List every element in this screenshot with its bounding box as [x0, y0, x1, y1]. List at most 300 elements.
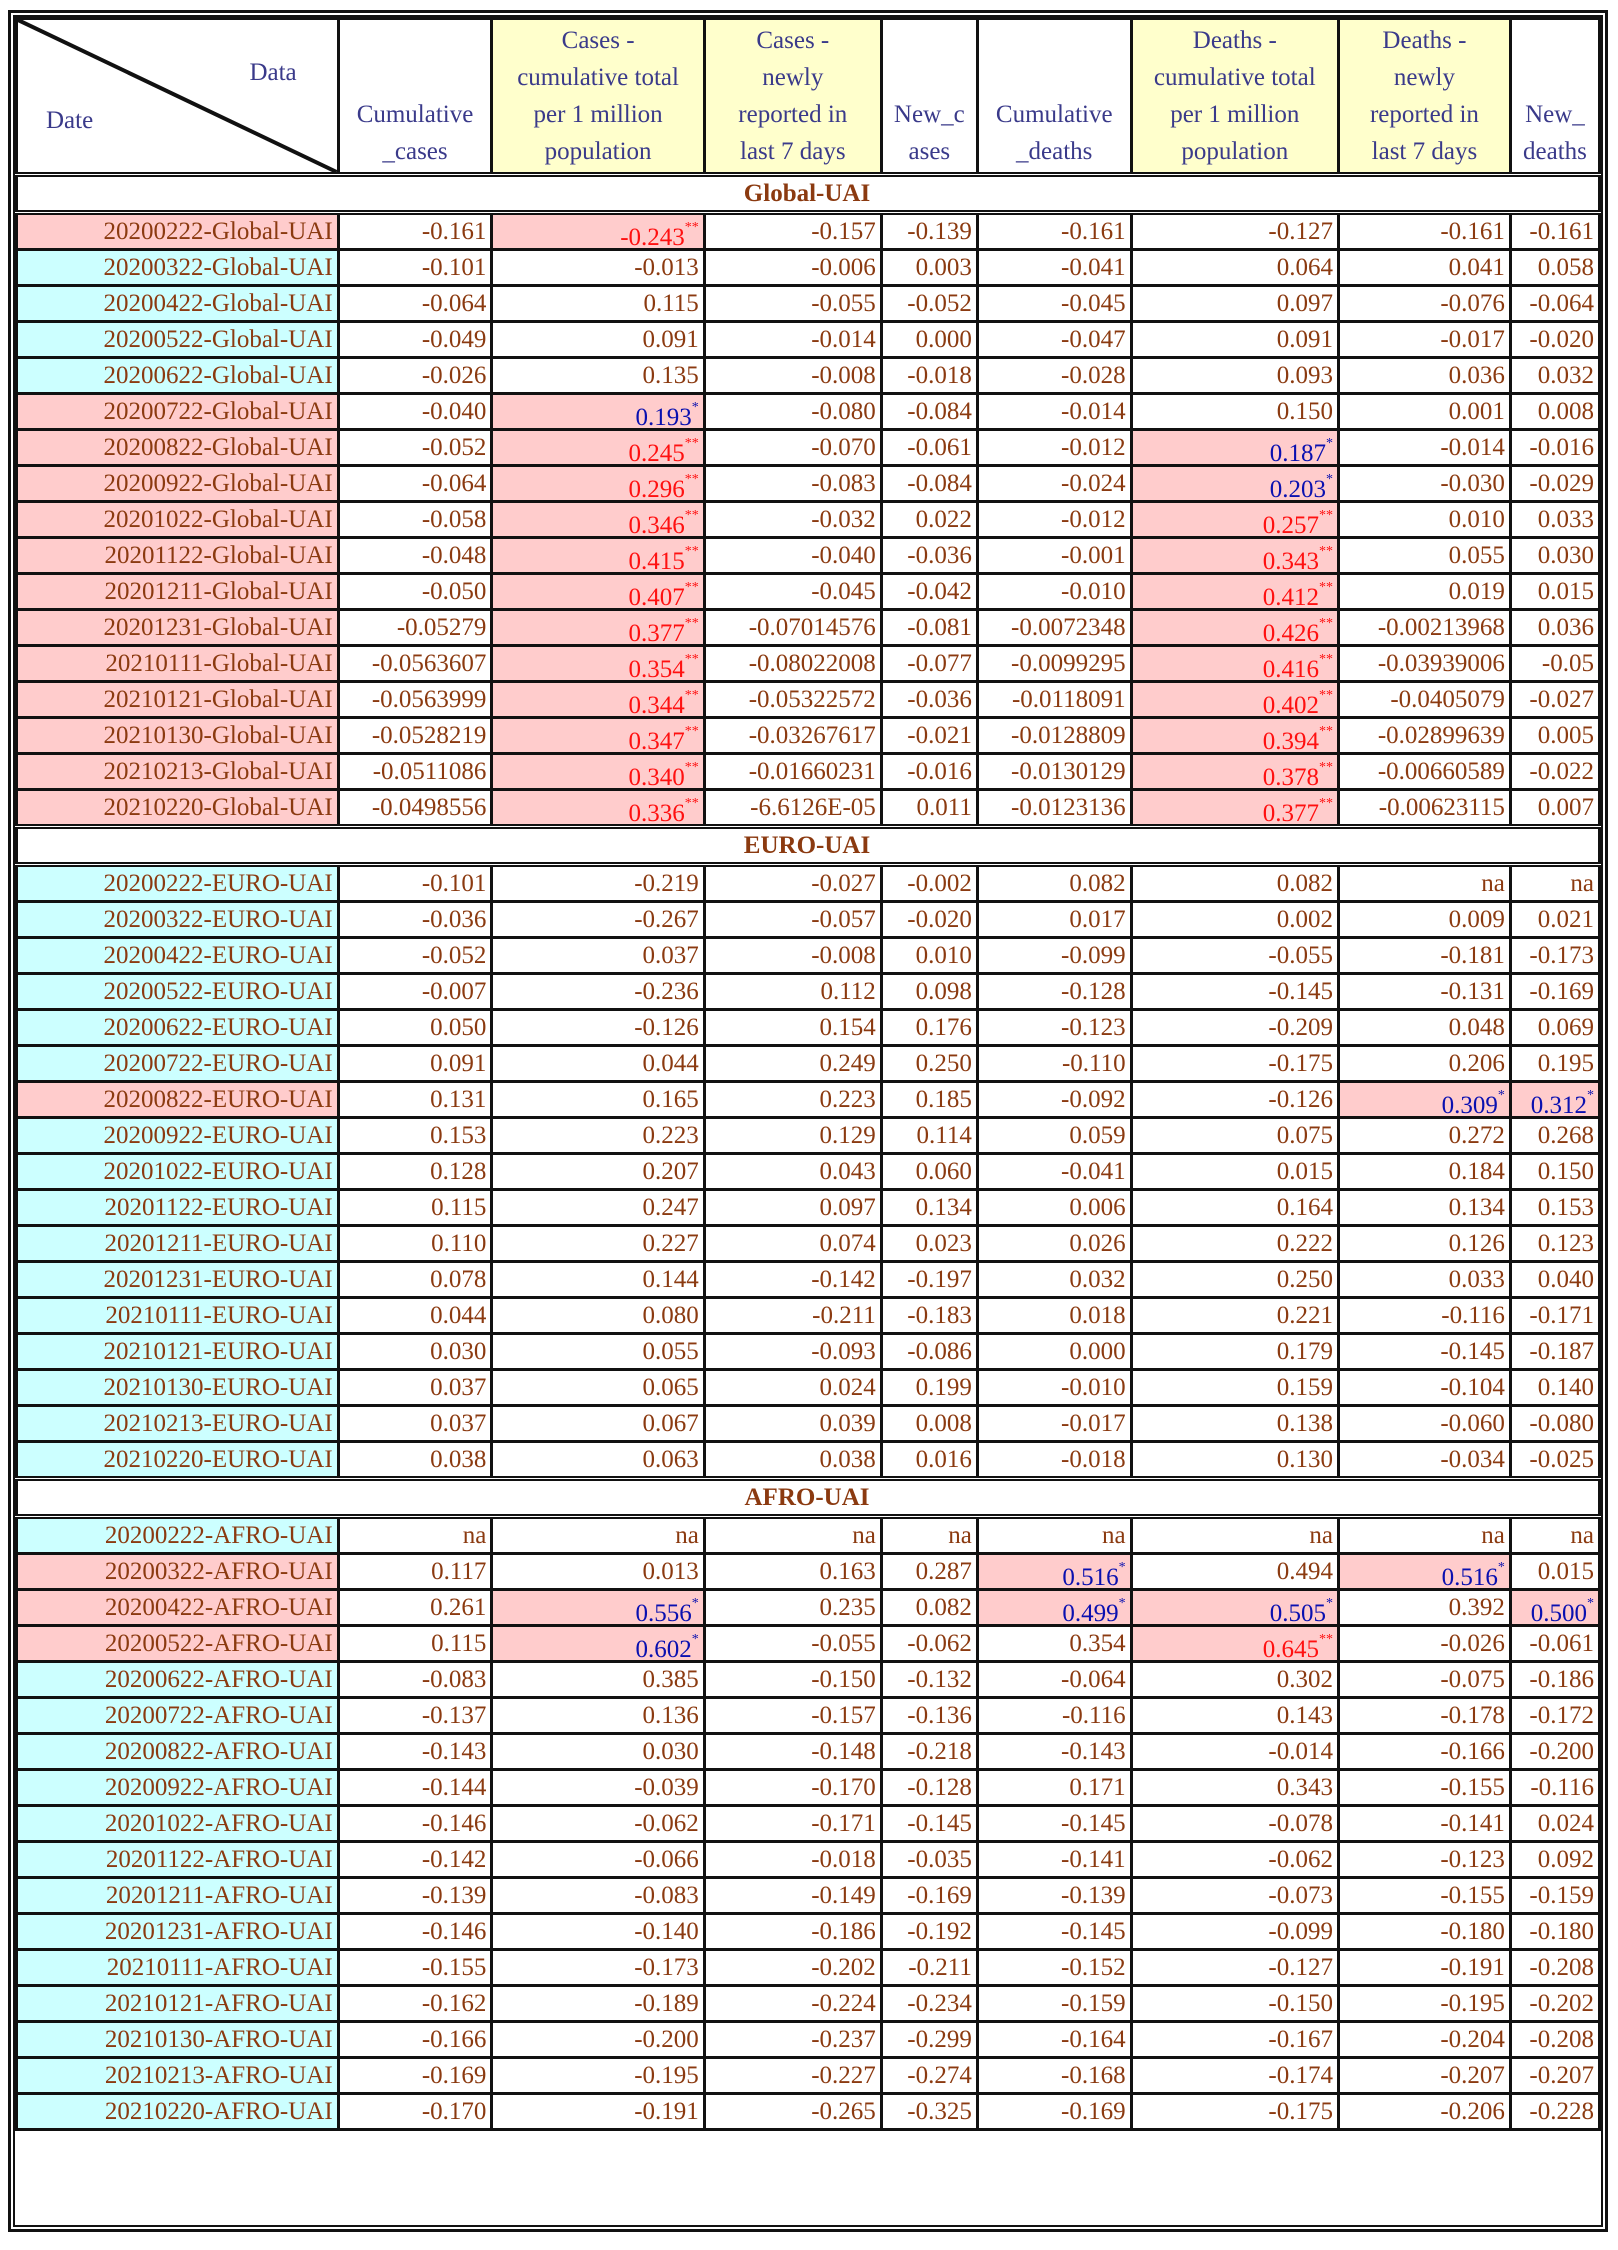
value-cell: 0.030 [1510, 538, 1599, 574]
significance-marker: ** [1318, 724, 1333, 739]
value-cell: -0.141 [977, 1842, 1131, 1878]
value-cell: -0.200 [1510, 1734, 1599, 1770]
value-cell: -0.126 [492, 1010, 704, 1046]
value-cell: -0.099 [977, 938, 1131, 974]
value-cell: -0.076 [1338, 286, 1510, 322]
table-row [17, 938, 1600, 974]
value-cell: -0.022 [1510, 754, 1599, 790]
value-cell: -0.166 [1338, 1734, 1510, 1770]
cell-value: 0.343 [1262, 548, 1319, 574]
value-cell: -0.020 [1510, 322, 1599, 358]
value-cell: -0.181 [1338, 938, 1510, 974]
significance-marker: * [691, 400, 699, 415]
value-cell: -0.142 [704, 1262, 881, 1298]
value-cell: 0.067 [492, 1406, 704, 1442]
significance-marker: ** [684, 724, 699, 739]
value-cell: -0.036 [881, 538, 977, 574]
value-cell: -0.016 [1510, 430, 1599, 466]
cell-value: 0.245 [628, 440, 685, 466]
significance-marker: ** [684, 220, 699, 235]
row-label: 20200522-EURO-UAI [17, 974, 339, 1010]
significant-value-cell [1131, 718, 1338, 754]
value-cell: -0.202 [1510, 1986, 1599, 2022]
value-cell: 0.199 [881, 1370, 977, 1406]
value-cell: 0.006 [977, 1190, 1131, 1226]
value-cell: 0.038 [338, 1442, 492, 1479]
value-cell: -0.077 [881, 646, 977, 682]
value-cell: 0.247 [492, 1190, 704, 1226]
value-cell: -0.116 [977, 1698, 1131, 1734]
significant-value-cell [492, 718, 704, 754]
cell-value: 0.412 [1262, 584, 1319, 610]
table-frame [8, 10, 1608, 2232]
table-row [17, 902, 1600, 938]
value-cell: 0.030 [492, 1734, 704, 1770]
significant-value-cell [1131, 466, 1338, 502]
value-cell: -0.299 [881, 2022, 977, 2058]
value-cell: -0.195 [1338, 1986, 1510, 2022]
value-cell: 0.117 [338, 1554, 492, 1590]
significant-value-cell [492, 213, 704, 250]
value-cell: -0.162 [338, 1986, 492, 2022]
value-cell: 0.110 [338, 1226, 492, 1262]
cell-value: 0.402 [1262, 692, 1319, 718]
value-cell: -0.008 [704, 358, 881, 394]
value-cell: 0.144 [492, 1262, 704, 1298]
table-row [17, 1082, 1600, 1118]
cell-value: 0.516 [1441, 1564, 1498, 1590]
significance-marker: ** [684, 688, 699, 703]
significance-marker: * [691, 1632, 699, 1647]
value-cell: -0.236 [492, 974, 704, 1010]
value-cell: 0.050 [338, 1010, 492, 1046]
significance-marker: * [1118, 1596, 1126, 1611]
table-row [17, 2058, 1600, 2094]
value-cell: -0.086 [881, 1334, 977, 1370]
table-row [17, 1770, 1600, 1806]
value-cell: -0.170 [704, 1770, 881, 1806]
significant-value-cell [492, 754, 704, 790]
value-cell: 0.015 [1131, 1154, 1338, 1190]
value-cell: 0.059 [977, 1118, 1131, 1154]
table-row [17, 1010, 1600, 1046]
value-cell: -0.206 [1338, 2094, 1510, 2130]
value-cell: -0.143 [338, 1734, 492, 1770]
column-header-deaths-per-million: Deaths - cumulative total per 1 million population [1131, 19, 1338, 175]
table-row [17, 1554, 1600, 1590]
value-cell: -0.139 [338, 1878, 492, 1914]
section-title: Global-UAI [17, 175, 1600, 213]
value-cell: -0.139 [881, 213, 977, 250]
value-cell: 0.184 [1338, 1154, 1510, 1190]
value-cell: -0.047 [977, 322, 1131, 358]
value-cell: -0.093 [704, 1334, 881, 1370]
value-cell: 0.063 [492, 1442, 704, 1479]
value-cell: -0.064 [977, 1662, 1131, 1698]
value-cell: -0.010 [977, 1370, 1131, 1406]
value-cell: -0.083 [492, 1878, 704, 1914]
significant-value-cell [1510, 1082, 1599, 1118]
value-cell: -0.062 [881, 1626, 977, 1662]
value-cell: -0.168 [977, 2058, 1131, 2094]
value-cell: na [1131, 1517, 1338, 1554]
value-cell: -0.143 [977, 1734, 1131, 1770]
value-cell: -0.131 [1338, 974, 1510, 1010]
value-cell: -0.012 [977, 430, 1131, 466]
value-cell: -0.161 [1338, 213, 1510, 250]
row-label: 20200422-Global-UAI [17, 286, 339, 322]
row-label: 20200722-Global-UAI [17, 394, 339, 430]
significance-marker: ** [684, 544, 699, 559]
value-cell: -0.145 [881, 1806, 977, 1842]
row-label: 20200722-AFRO-UAI [17, 1698, 339, 1734]
value-cell: -0.014 [1131, 1734, 1338, 1770]
value-cell: 0.058 [1510, 250, 1599, 286]
value-cell: 0.249 [704, 1046, 881, 1082]
row-label: 20201022-AFRO-UAI [17, 1806, 339, 1842]
table-row [17, 1517, 1600, 1554]
section-header-row [17, 827, 1600, 865]
value-cell: -0.052 [338, 938, 492, 974]
value-cell: -0.237 [704, 2022, 881, 2058]
significant-value-cell [492, 1590, 704, 1626]
value-cell: 0.143 [1131, 1698, 1338, 1734]
table-row [17, 2022, 1600, 2058]
value-cell: -0.064 [1510, 286, 1599, 322]
value-cell: -0.116 [1338, 1298, 1510, 1334]
value-cell: 0.013 [492, 1554, 704, 1590]
value-cell: 0.033 [1510, 502, 1599, 538]
table-row [17, 610, 1600, 646]
value-cell: 0.074 [704, 1226, 881, 1262]
value-cell: -0.050 [338, 574, 492, 610]
value-cell: -0.00660589 [1338, 754, 1510, 790]
value-cell: 0.150 [1510, 1154, 1599, 1190]
significant-value-cell [492, 394, 704, 430]
significance-marker: ** [1318, 1632, 1333, 1647]
value-cell: 0.097 [704, 1190, 881, 1226]
value-cell: 0.055 [492, 1334, 704, 1370]
cell-value: 0.354 [628, 656, 685, 682]
value-cell: 0.033 [1338, 1262, 1510, 1298]
value-cell: 0.023 [881, 1226, 977, 1262]
value-cell: -0.07014576 [704, 610, 881, 646]
value-cell: 0.024 [1510, 1806, 1599, 1842]
value-cell: -0.224 [704, 1986, 881, 2022]
corner-data-label: Data [249, 59, 297, 86]
value-cell: -0.080 [1510, 1406, 1599, 1442]
value-cell: -0.116 [1510, 1770, 1599, 1806]
value-cell: -0.192 [881, 1914, 977, 1950]
value-cell: -0.132 [881, 1662, 977, 1698]
value-cell: -0.0130129 [977, 754, 1131, 790]
table-row [17, 1190, 1600, 1226]
value-cell: -6.6126E-05 [704, 790, 881, 827]
value-cell: 0.091 [492, 322, 704, 358]
value-cell: -0.018 [977, 1442, 1131, 1479]
significance-marker: * [1325, 436, 1333, 451]
value-cell: 0.055 [1338, 538, 1510, 574]
value-cell: -0.197 [881, 1262, 977, 1298]
value-cell: -0.0511086 [338, 754, 492, 790]
value-cell: -0.030 [1338, 466, 1510, 502]
cell-value: 0.312 [1530, 1092, 1587, 1118]
table-row [17, 1154, 1600, 1190]
value-cell: -0.05279 [338, 610, 492, 646]
table-row [17, 1698, 1600, 1734]
value-cell: 0.130 [1131, 1442, 1338, 1479]
table-row [17, 1406, 1600, 1442]
value-cell: 0.060 [881, 1154, 977, 1190]
value-cell: 0.007 [1510, 790, 1599, 827]
value-cell: -0.010 [977, 574, 1131, 610]
row-label: 20210121-AFRO-UAI [17, 1986, 339, 2022]
value-cell: 0.043 [704, 1154, 881, 1190]
cell-value: 0.203 [1269, 476, 1326, 502]
value-cell: -0.101 [338, 250, 492, 286]
column-header-cases-last-7-days: Cases - newly reported in last 7 days [704, 19, 881, 175]
cell-value: 0.347 [628, 728, 685, 754]
row-label: 20200822-EURO-UAI [17, 1082, 339, 1118]
significance-marker: ** [684, 508, 699, 523]
value-cell: 0.021 [1510, 902, 1599, 938]
value-cell: 0.392 [1338, 1590, 1510, 1626]
value-cell: -0.123 [1338, 1842, 1510, 1878]
value-cell: -0.064 [338, 466, 492, 502]
significance-marker: ** [684, 616, 699, 631]
value-cell: 0.017 [977, 902, 1131, 938]
value-cell: -0.101 [338, 865, 492, 902]
value-cell: -0.207 [1338, 2058, 1510, 2094]
significant-value-cell [977, 1554, 1131, 1590]
value-cell: -0.186 [704, 1914, 881, 1950]
value-cell: 0.140 [1510, 1370, 1599, 1406]
value-cell: -0.267 [492, 902, 704, 938]
column-header-new-deaths: New_ deaths [1510, 19, 1599, 175]
value-cell: -0.017 [977, 1406, 1131, 1442]
value-cell: -0.227 [704, 2058, 881, 2094]
row-label: 20210220-EURO-UAI [17, 1442, 339, 1479]
value-cell: -0.228 [1510, 2094, 1599, 2130]
value-cell: -0.126 [1131, 1082, 1338, 1118]
value-cell: 0.134 [1338, 1190, 1510, 1226]
value-cell: -0.148 [704, 1734, 881, 1770]
value-cell: 0.037 [338, 1406, 492, 1442]
value-cell: 0.032 [977, 1262, 1131, 1298]
table-row [17, 213, 1600, 250]
value-cell: -0.171 [704, 1806, 881, 1842]
section-header-row [17, 1479, 1600, 1517]
row-label: 20200622-Global-UAI [17, 358, 339, 394]
value-cell: -0.178 [1338, 1698, 1510, 1734]
value-cell: -0.173 [492, 1950, 704, 1986]
value-cell: -0.157 [704, 1698, 881, 1734]
value-cell: 0.138 [1131, 1406, 1338, 1442]
significant-value-cell [492, 790, 704, 827]
table-row [17, 1878, 1600, 1914]
value-cell: -0.092 [977, 1082, 1131, 1118]
row-label: 20201122-AFRO-UAI [17, 1842, 339, 1878]
value-cell: -0.209 [1131, 1010, 1338, 1046]
row-label: 20200922-AFRO-UAI [17, 1770, 339, 1806]
row-label: 20210111-EURO-UAI [17, 1298, 339, 1334]
table-row [17, 682, 1600, 718]
value-cell: -0.006 [704, 250, 881, 286]
value-cell: -0.0123136 [977, 790, 1131, 827]
value-cell: -0.062 [492, 1806, 704, 1842]
value-cell: -0.204 [1338, 2022, 1510, 2058]
value-cell: 0.287 [881, 1554, 977, 1590]
value-cell: -0.020 [881, 902, 977, 938]
value-cell: -0.144 [338, 1770, 492, 1806]
value-cell: 0.165 [492, 1082, 704, 1118]
value-cell: -0.013 [492, 250, 704, 286]
value-cell: 0.302 [1131, 1662, 1338, 1698]
value-cell: 0.179 [1131, 1334, 1338, 1370]
cell-value: 0.415 [628, 548, 685, 574]
significant-value-cell [1510, 1590, 1599, 1626]
value-cell: 0.000 [977, 1334, 1131, 1370]
value-cell: -0.149 [704, 1878, 881, 1914]
value-cell: -0.0528219 [338, 718, 492, 754]
value-cell: -0.110 [977, 1046, 1131, 1082]
value-cell: 0.494 [1131, 1554, 1338, 1590]
row-label: 20200722-EURO-UAI [17, 1046, 339, 1082]
row-label: 20200222-AFRO-UAI [17, 1517, 339, 1554]
value-cell: 0.044 [492, 1046, 704, 1082]
value-cell: -0.070 [704, 430, 881, 466]
value-cell: -0.036 [338, 902, 492, 938]
significance-marker: ** [1318, 508, 1333, 523]
value-cell: -0.039 [492, 1770, 704, 1806]
column-header-deaths-last-7-days: Deaths - newly reported in last 7 days [1338, 19, 1510, 175]
value-cell: -0.175 [1131, 1046, 1338, 1082]
value-cell: -0.191 [1338, 1950, 1510, 1986]
table-row [17, 865, 1600, 902]
row-label: 20210121-EURO-UAI [17, 1334, 339, 1370]
table-row [17, 1442, 1600, 1479]
value-cell: -0.05 [1510, 646, 1599, 682]
value-cell: -0.052 [881, 286, 977, 322]
significant-value-cell [977, 1590, 1131, 1626]
value-cell: 0.343 [1131, 1770, 1338, 1806]
value-cell: 0.097 [1131, 286, 1338, 322]
significance-marker: ** [1318, 544, 1333, 559]
value-cell: -0.058 [338, 502, 492, 538]
cell-value: 0.426 [1262, 620, 1319, 646]
table-row [17, 718, 1600, 754]
value-cell: -0.171 [1510, 1298, 1599, 1334]
value-cell: -0.00213968 [1338, 610, 1510, 646]
table-row [17, 974, 1600, 1010]
value-cell: 0.135 [492, 358, 704, 394]
value-cell: -0.265 [704, 2094, 881, 2130]
value-cell: -0.164 [977, 2022, 1131, 2058]
value-cell: 0.235 [704, 1590, 881, 1626]
cell-value: 0.645 [1262, 1636, 1319, 1662]
significance-marker: * [1325, 472, 1333, 487]
row-label: 20210220-Global-UAI [17, 790, 339, 827]
value-cell: 0.221 [1131, 1298, 1338, 1334]
value-cell: na [704, 1517, 881, 1554]
value-cell: 0.080 [492, 1298, 704, 1334]
value-cell: -0.142 [338, 1842, 492, 1878]
value-cell: -0.052 [338, 430, 492, 466]
value-cell: -0.081 [881, 610, 977, 646]
significant-value-cell [492, 538, 704, 574]
row-label: 20200322-AFRO-UAI [17, 1554, 339, 1590]
value-cell: -0.012 [977, 502, 1131, 538]
value-cell: -0.014 [704, 322, 881, 358]
value-cell: 0.075 [1131, 1118, 1338, 1154]
value-cell: 0.036 [1510, 610, 1599, 646]
value-cell: -0.155 [338, 1950, 492, 1986]
value-cell: -0.167 [1131, 2022, 1338, 2058]
row-label: 20200622-AFRO-UAI [17, 1662, 339, 1698]
value-cell: -0.032 [704, 502, 881, 538]
value-cell: -0.002 [881, 865, 977, 902]
value-cell: 0.019 [1338, 574, 1510, 610]
value-cell: -0.099 [1131, 1914, 1338, 1950]
value-cell: 0.129 [704, 1118, 881, 1154]
value-cell: 0.153 [1510, 1190, 1599, 1226]
value-cell: -0.073 [1131, 1878, 1338, 1914]
value-cell: -0.218 [881, 1734, 977, 1770]
value-cell: 0.032 [1510, 358, 1599, 394]
row-label: 20210111-Global-UAI [17, 646, 339, 682]
value-cell: 0.093 [1131, 358, 1338, 394]
significant-value-cell [492, 466, 704, 502]
value-cell: -0.159 [1510, 1878, 1599, 1914]
value-cell: -0.155 [1338, 1878, 1510, 1914]
row-label: 20201022-Global-UAI [17, 502, 339, 538]
value-cell: -0.024 [977, 466, 1131, 502]
value-cell: na [881, 1517, 977, 1554]
value-cell: -0.234 [881, 1986, 977, 2022]
value-cell: 0.114 [881, 1118, 977, 1154]
table-row [17, 1950, 1600, 1986]
row-label: 20200222-Global-UAI [17, 213, 339, 250]
row-label: 20201122-Global-UAI [17, 538, 339, 574]
significance-marker: ** [684, 796, 699, 811]
value-cell: 0.082 [881, 1590, 977, 1626]
value-cell: -0.048 [338, 538, 492, 574]
value-cell: 0.022 [881, 502, 977, 538]
value-cell: -0.208 [1510, 1950, 1599, 1986]
table-row [17, 1662, 1600, 1698]
value-cell: na [338, 1517, 492, 1554]
significant-value-cell [1131, 502, 1338, 538]
value-cell: -0.0072348 [977, 610, 1131, 646]
value-cell: -0.055 [1131, 938, 1338, 974]
row-label: 20210213-EURO-UAI [17, 1406, 339, 1442]
value-cell: -0.169 [338, 2058, 492, 2094]
cell-value: 0.344 [628, 692, 685, 718]
table-row [17, 394, 1600, 430]
table-row [17, 1046, 1600, 1082]
corner-date-label: Date [46, 107, 94, 134]
value-cell: -0.145 [1338, 1334, 1510, 1370]
cell-value: 0.556 [635, 1600, 692, 1626]
value-cell: -0.055 [704, 286, 881, 322]
value-cell: -0.155 [1338, 1770, 1510, 1806]
value-cell: -0.041 [977, 1154, 1131, 1190]
table-row [17, 430, 1600, 466]
value-cell: 0.159 [1131, 1370, 1338, 1406]
value-cell: -0.018 [881, 358, 977, 394]
value-cell: -0.200 [492, 2022, 704, 2058]
value-cell: -0.183 [881, 1298, 977, 1334]
